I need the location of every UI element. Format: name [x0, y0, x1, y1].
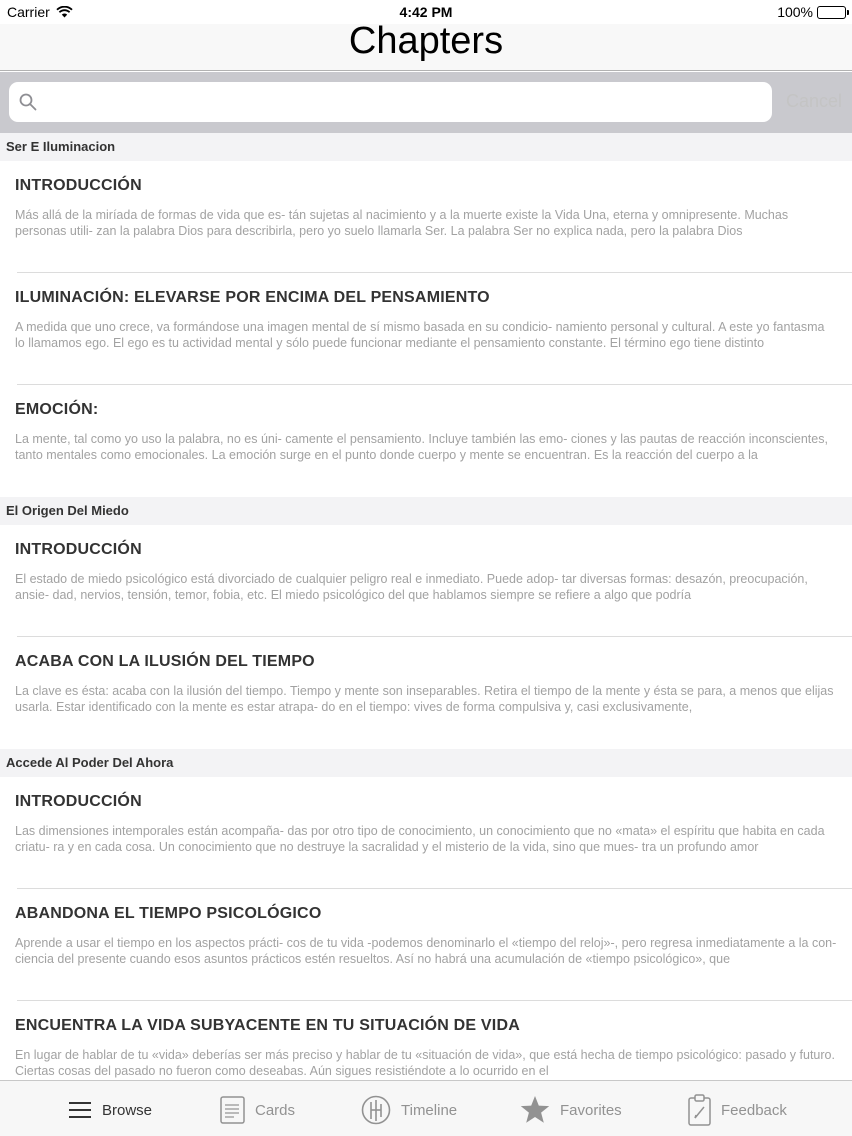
search-icon — [19, 93, 37, 111]
navigation-bar — [0, 20, 852, 71]
item-excerpt: Aprende a usar el tiempo en los aspectos prácti- cos de tu vida -podemos denominarlo el «tiempo del reloj»-, pero regresa inmediatamente a la con- ciencia del presente cuando esos asuntos prácticos estén resueltos. Así no habrá una acumulación de «tiempo psicológico», que — [15, 936, 837, 966]
list-item[interactable] — [0, 637, 852, 749]
list-item[interactable] — [0, 525, 852, 637]
item-excerpt: La mente, tal como yo uso la palabra, no es úni- camente el pensamiento. Incluye también las emo- ciones y las pautas de reacción inconscientes, tanto mentales como emocionales. La emoción surge en el punto donde cuerpo y mente se encuentran. Es la reacción del cuerpo a la — [15, 432, 828, 462]
item-excerpt: La clave es ésta: acaba con la ilusión del tiempo. Tiempo y mente son inseparables. Retira el tiempo de la mente y ésta se para, a menos que elijas usarla. Estar identificado con la mente es estar atrapa- do en el tiempo: vives de forma compulsiva y, casi exclusivamente, — [15, 684, 834, 714]
cancel-button[interactable]: Cancel — [785, 91, 842, 111]
item-title: INTRODUCCIÓN — [15, 177, 142, 194]
item-excerpt: El estado de miedo psicológico está divorciado de cualquier peligro real e inmediato. Puede adop- tar diversas formas: desazón, preocupación, ansie- dad, nervios, tensión, temor, fobia, etc. El miedo psicológico del que hablamos siempre se refiere a algo que podría — [15, 572, 808, 602]
battery-indicator — [777, 4, 846, 20]
tab-favorites[interactable] — [520, 1094, 622, 1126]
battery-icon — [817, 6, 846, 19]
battery-percent: 100% — [777, 4, 813, 20]
item-title: ENCUENTRA LA VIDA SUBYACENTE EN TU SITUACIÓN DE VIDA — [15, 1017, 520, 1034]
item-excerpt: En lugar de hablar de tu «vida» deberías ser más preciso y hablar de tu «situación de vida», que está hecha de tiempo psicológico: pasado y futuro. Ciertas cosas del pasado no fueron como deseabas. Aún sigues resistiéndote a lo ocurrido en el — [15, 1048, 835, 1078]
tab-cards[interactable] — [220, 1094, 295, 1126]
search-field[interactable] — [9, 82, 772, 122]
list-item[interactable] — [0, 889, 852, 1001]
item-excerpt: A medida que uno crece, va formándose una imagen mental de sí mismo basada en su condicio- namiento personal y cultural. A este yo fantasma lo llamamos ego. El ego es tu actividad mental y sólo puede funcionar mediante el pensamiento constante. El término ego tiene distinto — [15, 320, 825, 350]
section-header: El Origen Del Miedo — [0, 497, 852, 525]
tab-bar — [0, 1080, 852, 1136]
tab-label: Feedback — [721, 1101, 787, 1119]
tab-feedback[interactable] — [688, 1094, 787, 1126]
list-item[interactable] — [0, 1001, 852, 1080]
tab-label: Browse — [102, 1101, 153, 1119]
list-item[interactable] — [0, 385, 852, 497]
tab-timeline[interactable] — [361, 1094, 457, 1126]
list-item[interactable] — [0, 161, 852, 273]
tab-label: Favorites — [560, 1101, 622, 1119]
status-time: 4:42 PM — [399, 4, 453, 20]
item-excerpt: Las dimensiones intemporales están acompaña- das por otro tipo de conocimiento, un conocimiento que no «mata» el espíritu que habita en cada criatu- ra y en cada cosa. Un conocimiento que no destruye la sacralidad y el misterio de la vida, sino que mues- tra un profundo amor — [15, 824, 825, 854]
page-title: Chapters — [348, 20, 504, 62]
item-title: INTRODUCCIÓN — [15, 541, 142, 558]
chapters-list — [0, 133, 852, 1080]
item-title: ABANDONA EL TIEMPO PSICOLÓGICO — [15, 905, 322, 922]
list-icon — [69, 1101, 92, 1119]
item-excerpt: Más allá de la miríada de formas de vida que es- tán sujetas al nacimiento y a la muerte existe la Vida Una, eterna y omnipresente. Muchas personas utili- zan la palabra Dios para describirla, pero yo suelo llamarla Ser. La palabra Ser no explica nada, pero la palabra Dios — [15, 208, 789, 238]
star-icon — [520, 1096, 550, 1124]
item-title: EMOCIÓN: — [15, 401, 99, 418]
carrier-label: Carrier — [7, 4, 50, 20]
list-item[interactable] — [0, 777, 852, 889]
timeline-icon — [361, 1095, 391, 1125]
cards-icon — [220, 1096, 245, 1124]
tab-label: Timeline — [401, 1101, 458, 1119]
item-title: INTRODUCCIÓN — [15, 793, 142, 810]
tab-label: Cards — [255, 1101, 296, 1119]
tab-browse[interactable] — [69, 1094, 152, 1126]
section-header: Ser E Iluminacion — [0, 133, 852, 161]
item-title: ACABA CON LA ILUSIÓN DEL TIEMPO — [15, 653, 315, 670]
list-item[interactable] — [0, 273, 852, 385]
search-bar — [0, 72, 852, 133]
search-input[interactable] — [49, 88, 759, 116]
clipboard-icon — [688, 1094, 711, 1126]
item-title: ILUMINACIÓN: ELEVARSE POR ENCIMA DEL PENSAMIENTO — [15, 289, 490, 306]
section-header: Accede Al Poder Del Ahora — [0, 749, 852, 777]
